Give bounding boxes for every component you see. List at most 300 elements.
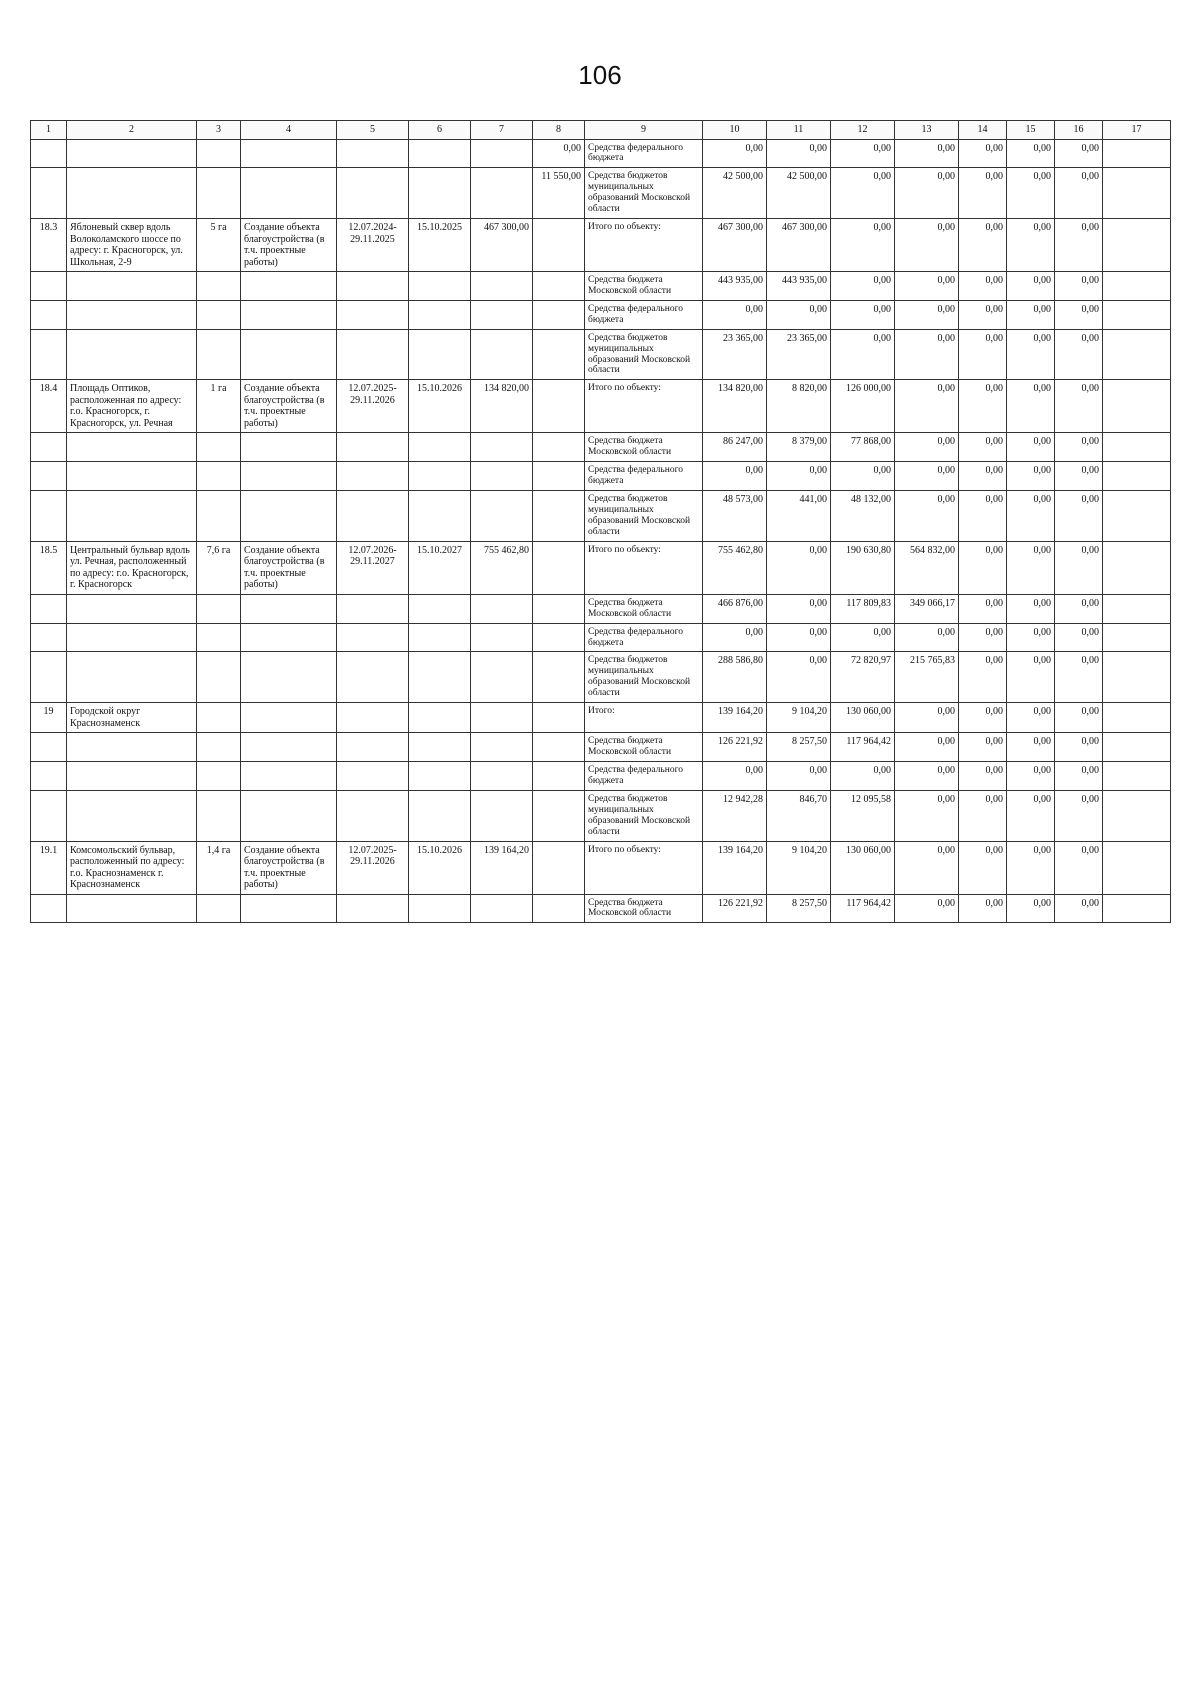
column-header: 2 bbox=[67, 121, 197, 140]
table-cell-c7 bbox=[471, 462, 533, 491]
table-cell-c1 bbox=[31, 329, 67, 380]
table-cell-c11: 443 935,00 bbox=[767, 272, 831, 301]
table-cell-c15: 0,00 bbox=[1007, 491, 1055, 542]
table-cell-c1 bbox=[31, 790, 67, 841]
table-cell-c6 bbox=[409, 168, 471, 219]
table-cell-c11: 0,00 bbox=[767, 594, 831, 623]
table-cell-c15: 0,00 bbox=[1007, 462, 1055, 491]
table-row bbox=[31, 219, 1171, 272]
table-cell-c8 bbox=[533, 462, 585, 491]
table-cell-c1 bbox=[31, 272, 67, 301]
table-cell-c17 bbox=[1103, 652, 1171, 703]
table-cell-c1 bbox=[31, 762, 67, 791]
table-cell-c3: 1 га bbox=[197, 380, 241, 433]
table-cell-c11: 0,00 bbox=[767, 462, 831, 491]
table-cell-c14: 0,00 bbox=[959, 623, 1007, 652]
table-cell-c2: Площадь Оптиков, расположенная по адресу: г.о. Красногорск, г. Красногорск, ул. Речная bbox=[67, 380, 197, 433]
table-cell-c15: 0,00 bbox=[1007, 272, 1055, 301]
table-cell-c3 bbox=[197, 894, 241, 923]
table-cell-c16: 0,00 bbox=[1055, 300, 1103, 329]
table-cell-c17 bbox=[1103, 272, 1171, 301]
table-cell-c4 bbox=[241, 894, 337, 923]
table-cell-c8 bbox=[533, 300, 585, 329]
column-number-row bbox=[31, 121, 1171, 140]
table-cell-c14: 0,00 bbox=[959, 168, 1007, 219]
table-cell-c9: Средства федерального бюджета bbox=[585, 462, 703, 491]
table-cell-c6: 15.10.2025 bbox=[409, 219, 471, 272]
table-cell-c1 bbox=[31, 623, 67, 652]
table-cell-c9: Средства бюджетов муниципальных образований Московской области bbox=[585, 168, 703, 219]
table-cell-c13: 0,00 bbox=[895, 168, 959, 219]
table-cell-c11: 0,00 bbox=[767, 762, 831, 791]
table-cell-c1 bbox=[31, 652, 67, 703]
table-cell-c2 bbox=[67, 894, 197, 923]
table-cell-c9: Итого: bbox=[585, 703, 703, 733]
table-cell-c10: 0,00 bbox=[703, 462, 767, 491]
table-row bbox=[31, 594, 1171, 623]
table-cell-c1 bbox=[31, 594, 67, 623]
table-cell-c6 bbox=[409, 703, 471, 733]
table-cell-c5 bbox=[337, 168, 409, 219]
table-cell-c8 bbox=[533, 329, 585, 380]
table-cell-c17 bbox=[1103, 790, 1171, 841]
table-cell-c17 bbox=[1103, 594, 1171, 623]
table-cell-c6 bbox=[409, 329, 471, 380]
column-header: 9 bbox=[585, 121, 703, 140]
table-cell-c9: Средства бюджетов муниципальных образований Московской области bbox=[585, 329, 703, 380]
table-cell-c16: 0,00 bbox=[1055, 623, 1103, 652]
table-cell-c17 bbox=[1103, 329, 1171, 380]
table-row bbox=[31, 623, 1171, 652]
page-number: 106 bbox=[578, 60, 622, 90]
table-cell-c4 bbox=[241, 491, 337, 542]
table-cell-c10: 42 500,00 bbox=[703, 168, 767, 219]
table-cell-c8 bbox=[533, 380, 585, 433]
table-cell-c7: 755 462,80 bbox=[471, 541, 533, 594]
table-cell-c7 bbox=[471, 491, 533, 542]
table-cell-c2 bbox=[67, 462, 197, 491]
table-cell-c15: 0,00 bbox=[1007, 168, 1055, 219]
table-cell-c15: 0,00 bbox=[1007, 790, 1055, 841]
table-cell-c6 bbox=[409, 139, 471, 168]
table-cell-c13: 0,00 bbox=[895, 790, 959, 841]
table-cell-c6 bbox=[409, 594, 471, 623]
table-cell-c9: Итого по объекту: bbox=[585, 541, 703, 594]
table-cell-c9: Средства бюджета Московской области bbox=[585, 894, 703, 923]
table-cell-c10: 23 365,00 bbox=[703, 329, 767, 380]
table-cell-c17 bbox=[1103, 894, 1171, 923]
table-cell-c5 bbox=[337, 703, 409, 733]
table-cell-c14: 0,00 bbox=[959, 272, 1007, 301]
table-cell-c12: 126 000,00 bbox=[831, 380, 895, 433]
table-cell-c14: 0,00 bbox=[959, 894, 1007, 923]
table-cell-c15: 0,00 bbox=[1007, 762, 1055, 791]
table-row bbox=[31, 139, 1171, 168]
budget-table-wrapper bbox=[30, 120, 1170, 923]
table-cell-c7 bbox=[471, 329, 533, 380]
table-cell-c7 bbox=[471, 623, 533, 652]
table-cell-c3: 7,6 га bbox=[197, 541, 241, 594]
table-cell-c1 bbox=[31, 894, 67, 923]
table-cell-c12: 0,00 bbox=[831, 139, 895, 168]
table-cell-c14: 0,00 bbox=[959, 300, 1007, 329]
table-cell-c4 bbox=[241, 139, 337, 168]
table-cell-c9: Средства бюджетов муниципальных образований Московской области bbox=[585, 652, 703, 703]
column-header: 12 bbox=[831, 121, 895, 140]
table-body bbox=[31, 139, 1171, 923]
table-cell-c8 bbox=[533, 790, 585, 841]
table-row bbox=[31, 491, 1171, 542]
table-cell-c3: 1,4 га bbox=[197, 841, 241, 894]
table-cell-c13: 0,00 bbox=[895, 894, 959, 923]
table-cell-c10: 12 942,28 bbox=[703, 790, 767, 841]
table-cell-c7 bbox=[471, 272, 533, 301]
table-cell-c16: 0,00 bbox=[1055, 894, 1103, 923]
table-cell-c17 bbox=[1103, 491, 1171, 542]
table-cell-c2 bbox=[67, 623, 197, 652]
table-cell-c3 bbox=[197, 433, 241, 462]
table-cell-c11: 23 365,00 bbox=[767, 329, 831, 380]
table-cell-c10: 755 462,80 bbox=[703, 541, 767, 594]
table-cell-c12: 117 964,42 bbox=[831, 733, 895, 762]
table-cell-c3 bbox=[197, 491, 241, 542]
table-cell-c10: 139 164,20 bbox=[703, 703, 767, 733]
table-cell-c4 bbox=[241, 300, 337, 329]
table-cell-c5 bbox=[337, 491, 409, 542]
table-row bbox=[31, 272, 1171, 301]
table-cell-c10: 0,00 bbox=[703, 762, 767, 791]
table-cell-c5 bbox=[337, 300, 409, 329]
table-cell-c15: 0,00 bbox=[1007, 139, 1055, 168]
table-cell-c3 bbox=[197, 462, 241, 491]
table-cell-c3 bbox=[197, 790, 241, 841]
table-cell-c10: 0,00 bbox=[703, 139, 767, 168]
table-cell-c6 bbox=[409, 762, 471, 791]
table-row bbox=[31, 894, 1171, 923]
table-cell-c4 bbox=[241, 652, 337, 703]
table-row bbox=[31, 541, 1171, 594]
table-cell-c16: 0,00 bbox=[1055, 380, 1103, 433]
table-cell-c15: 0,00 bbox=[1007, 380, 1055, 433]
table-cell-c10: 0,00 bbox=[703, 300, 767, 329]
table-cell-c9: Средства бюджета Московской области bbox=[585, 272, 703, 301]
table-cell-c5: 12.07.2025-29.11.2026 bbox=[337, 380, 409, 433]
table-cell-c14: 0,00 bbox=[959, 841, 1007, 894]
table-row bbox=[31, 329, 1171, 380]
table-cell-c15: 0,00 bbox=[1007, 703, 1055, 733]
table-cell-c4 bbox=[241, 329, 337, 380]
table-cell-c14: 0,00 bbox=[959, 380, 1007, 433]
table-cell-c13: 0,00 bbox=[895, 300, 959, 329]
table-cell-c7 bbox=[471, 652, 533, 703]
table-cell-c4 bbox=[241, 733, 337, 762]
table-cell-c3: 5 га bbox=[197, 219, 241, 272]
table-cell-c5 bbox=[337, 433, 409, 462]
table-cell-c3 bbox=[197, 762, 241, 791]
column-header: 10 bbox=[703, 121, 767, 140]
table-cell-c8: 11 550,00 bbox=[533, 168, 585, 219]
table-cell-c15: 0,00 bbox=[1007, 594, 1055, 623]
table-cell-c14: 0,00 bbox=[959, 733, 1007, 762]
table-cell-c15: 0,00 bbox=[1007, 733, 1055, 762]
table-cell-c7 bbox=[471, 594, 533, 623]
column-header: 14 bbox=[959, 121, 1007, 140]
table-cell-c1: 19.1 bbox=[31, 841, 67, 894]
table-cell-c2 bbox=[67, 139, 197, 168]
table-cell-c16: 0,00 bbox=[1055, 329, 1103, 380]
table-cell-c12: 0,00 bbox=[831, 462, 895, 491]
table-cell-c8 bbox=[533, 219, 585, 272]
table-cell-c10: 139 164,20 bbox=[703, 841, 767, 894]
table-cell-c6: 15.10.2026 bbox=[409, 380, 471, 433]
table-cell-c3 bbox=[197, 272, 241, 301]
table-cell-c5 bbox=[337, 652, 409, 703]
table-cell-c2: Яблоневый сквер вдоль Волоколамского шоссе по адресу: г. Красногорск, ул. Школьная, 2-9 bbox=[67, 219, 197, 272]
table-cell-c6 bbox=[409, 300, 471, 329]
table-cell-c6 bbox=[409, 491, 471, 542]
table-cell-c15: 0,00 bbox=[1007, 219, 1055, 272]
table-cell-c10: 126 221,92 bbox=[703, 733, 767, 762]
table-cell-c2: Городской округ Краснознаменск bbox=[67, 703, 197, 733]
table-cell-c15: 0,00 bbox=[1007, 300, 1055, 329]
table-cell-c9: Средства бюджета Московской области bbox=[585, 433, 703, 462]
table-cell-c2 bbox=[67, 300, 197, 329]
column-header: 8 bbox=[533, 121, 585, 140]
table-cell-c6 bbox=[409, 733, 471, 762]
table-cell-c12: 48 132,00 bbox=[831, 491, 895, 542]
table-cell-c12: 77 868,00 bbox=[831, 433, 895, 462]
table-cell-c1: 18.4 bbox=[31, 380, 67, 433]
table-cell-c7 bbox=[471, 703, 533, 733]
table-cell-c5 bbox=[337, 790, 409, 841]
table-cell-c16: 0,00 bbox=[1055, 219, 1103, 272]
table-cell-c17 bbox=[1103, 462, 1171, 491]
table-cell-c9: Итого по объекту: bbox=[585, 380, 703, 433]
table-cell-c7 bbox=[471, 894, 533, 923]
table-cell-c2: Центральный бульвар вдоль ул. Речная, расположенный по адресу: г.о. Красногорск, г. Красногорск bbox=[67, 541, 197, 594]
table-cell-c1: 18.3 bbox=[31, 219, 67, 272]
table-cell-c13: 0,00 bbox=[895, 219, 959, 272]
table-cell-c16: 0,00 bbox=[1055, 652, 1103, 703]
table-cell-c9: Итого по объекту: bbox=[585, 841, 703, 894]
table-cell-c7 bbox=[471, 433, 533, 462]
table-cell-c7 bbox=[471, 139, 533, 168]
table-cell-c10: 48 573,00 bbox=[703, 491, 767, 542]
table-cell-c11: 8 257,50 bbox=[767, 733, 831, 762]
table-cell-c17 bbox=[1103, 762, 1171, 791]
table-row bbox=[31, 462, 1171, 491]
table-cell-c10: 467 300,00 bbox=[703, 219, 767, 272]
table-cell-c14: 0,00 bbox=[959, 703, 1007, 733]
table-row bbox=[31, 652, 1171, 703]
table-cell-c5 bbox=[337, 139, 409, 168]
table-row bbox=[31, 841, 1171, 894]
column-header: 6 bbox=[409, 121, 471, 140]
table-cell-c11: 8 820,00 bbox=[767, 380, 831, 433]
table-cell-c1 bbox=[31, 300, 67, 329]
table-cell-c4 bbox=[241, 762, 337, 791]
table-cell-c15: 0,00 bbox=[1007, 623, 1055, 652]
table-cell-c4 bbox=[241, 594, 337, 623]
table-cell-c13: 0,00 bbox=[895, 733, 959, 762]
table-cell-c17 bbox=[1103, 541, 1171, 594]
table-cell-c4 bbox=[241, 168, 337, 219]
column-header: 5 bbox=[337, 121, 409, 140]
table-cell-c8 bbox=[533, 491, 585, 542]
table-cell-c4: Создание объекта благоустройства (в т.ч. проектные работы) bbox=[241, 380, 337, 433]
table-cell-c11: 9 104,20 bbox=[767, 703, 831, 733]
table-cell-c17 bbox=[1103, 168, 1171, 219]
table-cell-c7: 467 300,00 bbox=[471, 219, 533, 272]
table-cell-c5 bbox=[337, 894, 409, 923]
table-cell-c11: 9 104,20 bbox=[767, 841, 831, 894]
table-cell-c14: 0,00 bbox=[959, 433, 1007, 462]
table-cell-c13: 0,00 bbox=[895, 462, 959, 491]
table-cell-c10: 86 247,00 bbox=[703, 433, 767, 462]
table-cell-c3 bbox=[197, 300, 241, 329]
table-cell-c12: 0,00 bbox=[831, 623, 895, 652]
table-cell-c17 bbox=[1103, 733, 1171, 762]
table-row bbox=[31, 790, 1171, 841]
table-cell-c10: 126 221,92 bbox=[703, 894, 767, 923]
table-cell-c9: Средства бюджета Московской области bbox=[585, 594, 703, 623]
table-cell-c13: 0,00 bbox=[895, 329, 959, 380]
table-cell-c2: Комсомольский бульвар, расположенный по адресу: г.о. Краснознаменск г. Краснознаменск bbox=[67, 841, 197, 894]
table-cell-c10: 0,00 bbox=[703, 623, 767, 652]
table-cell-c16: 0,00 bbox=[1055, 491, 1103, 542]
table-cell-c7 bbox=[471, 300, 533, 329]
table-cell-c9: Средства федерального бюджета bbox=[585, 623, 703, 652]
table-row bbox=[31, 300, 1171, 329]
table-cell-c13: 0,00 bbox=[895, 623, 959, 652]
table-cell-c1: 19 bbox=[31, 703, 67, 733]
column-header: 15 bbox=[1007, 121, 1055, 140]
table-cell-c11: 8 379,00 bbox=[767, 433, 831, 462]
table-cell-c2 bbox=[67, 272, 197, 301]
table-cell-c3 bbox=[197, 168, 241, 219]
table-cell-c16: 0,00 bbox=[1055, 272, 1103, 301]
table-cell-c15: 0,00 bbox=[1007, 841, 1055, 894]
table-cell-c17 bbox=[1103, 841, 1171, 894]
table-cell-c2 bbox=[67, 491, 197, 542]
column-header: 7 bbox=[471, 121, 533, 140]
table-cell-c4: Создание объекта благоустройства (в т.ч. проектные работы) bbox=[241, 541, 337, 594]
table-cell-c7 bbox=[471, 733, 533, 762]
table-cell-c12: 0,00 bbox=[831, 762, 895, 791]
column-header: 13 bbox=[895, 121, 959, 140]
table-cell-c11: 0,00 bbox=[767, 139, 831, 168]
table-cell-c14: 0,00 bbox=[959, 329, 1007, 380]
table-cell-c9: Средства федерального бюджета bbox=[585, 139, 703, 168]
table-cell-c3 bbox=[197, 652, 241, 703]
table-cell-c14: 0,00 bbox=[959, 139, 1007, 168]
table-cell-c9: Средства федерального бюджета bbox=[585, 762, 703, 791]
budget-table bbox=[30, 120, 1171, 923]
table-cell-c4: Создание объекта благоустройства (в т.ч. проектные работы) bbox=[241, 219, 337, 272]
table-cell-c17 bbox=[1103, 703, 1171, 733]
table-cell-c16: 0,00 bbox=[1055, 790, 1103, 841]
column-header: 4 bbox=[241, 121, 337, 140]
table-cell-c4 bbox=[241, 433, 337, 462]
table-cell-c17 bbox=[1103, 300, 1171, 329]
table-cell-c2 bbox=[67, 790, 197, 841]
table-row bbox=[31, 703, 1171, 733]
table-cell-c11: 441,00 bbox=[767, 491, 831, 542]
table-cell-c16: 0,00 bbox=[1055, 541, 1103, 594]
table-cell-c14: 0,00 bbox=[959, 462, 1007, 491]
table-cell-c2 bbox=[67, 433, 197, 462]
table-cell-c16: 0,00 bbox=[1055, 762, 1103, 791]
table-cell-c6 bbox=[409, 462, 471, 491]
table-cell-c8 bbox=[533, 652, 585, 703]
table-row bbox=[31, 762, 1171, 791]
table-cell-c11: 42 500,00 bbox=[767, 168, 831, 219]
table-cell-c5 bbox=[337, 623, 409, 652]
table-cell-c12: 12 095,58 bbox=[831, 790, 895, 841]
table-cell-c16: 0,00 bbox=[1055, 594, 1103, 623]
table-cell-c11: 0,00 bbox=[767, 300, 831, 329]
table-cell-c6 bbox=[409, 790, 471, 841]
table-cell-c6 bbox=[409, 652, 471, 703]
table-cell-c2 bbox=[67, 168, 197, 219]
table-cell-c9: Средства бюджета Московской области bbox=[585, 733, 703, 762]
table-cell-c16: 0,00 bbox=[1055, 841, 1103, 894]
table-cell-c7 bbox=[471, 762, 533, 791]
table-cell-c7: 134 820,00 bbox=[471, 380, 533, 433]
table-cell-c3 bbox=[197, 139, 241, 168]
table-cell-c5: 12.07.2026-29.11.2027 bbox=[337, 541, 409, 594]
table-cell-c3 bbox=[197, 329, 241, 380]
table-cell-c6 bbox=[409, 894, 471, 923]
table-cell-c4 bbox=[241, 703, 337, 733]
table-cell-c15: 0,00 bbox=[1007, 433, 1055, 462]
table-cell-c8 bbox=[533, 433, 585, 462]
table-cell-c14: 0,00 bbox=[959, 790, 1007, 841]
table-cell-c10: 443 935,00 bbox=[703, 272, 767, 301]
table-cell-c13: 349 066,17 bbox=[895, 594, 959, 623]
table-cell-c12: 0,00 bbox=[831, 219, 895, 272]
table-cell-c6: 15.10.2026 bbox=[409, 841, 471, 894]
table-cell-c5 bbox=[337, 762, 409, 791]
column-header: 1 bbox=[31, 121, 67, 140]
column-header: 11 bbox=[767, 121, 831, 140]
table-cell-c1 bbox=[31, 491, 67, 542]
table-cell-c13: 0,00 bbox=[895, 703, 959, 733]
table-cell-c17 bbox=[1103, 219, 1171, 272]
table-cell-c3 bbox=[197, 623, 241, 652]
table-cell-c10: 288 586,80 bbox=[703, 652, 767, 703]
table-cell-c16: 0,00 bbox=[1055, 733, 1103, 762]
table-cell-c11: 0,00 bbox=[767, 652, 831, 703]
table-cell-c8 bbox=[533, 894, 585, 923]
table-cell-c8 bbox=[533, 594, 585, 623]
table-row bbox=[31, 433, 1171, 462]
table-cell-c14: 0,00 bbox=[959, 491, 1007, 542]
table-row bbox=[31, 380, 1171, 433]
table-cell-c5 bbox=[337, 594, 409, 623]
column-header: 16 bbox=[1055, 121, 1103, 140]
table-cell-c16: 0,00 bbox=[1055, 433, 1103, 462]
table-cell-c17 bbox=[1103, 139, 1171, 168]
table-cell-c2 bbox=[67, 733, 197, 762]
table-cell-c10: 466 876,00 bbox=[703, 594, 767, 623]
table-cell-c12: 117 964,42 bbox=[831, 894, 895, 923]
table-cell-c9: Средства бюджетов муниципальных образований Московской области bbox=[585, 491, 703, 542]
table-cell-c12: 0,00 bbox=[831, 300, 895, 329]
table-cell-c12: 0,00 bbox=[831, 329, 895, 380]
table-cell-c8 bbox=[533, 733, 585, 762]
column-header: 3 bbox=[197, 121, 241, 140]
